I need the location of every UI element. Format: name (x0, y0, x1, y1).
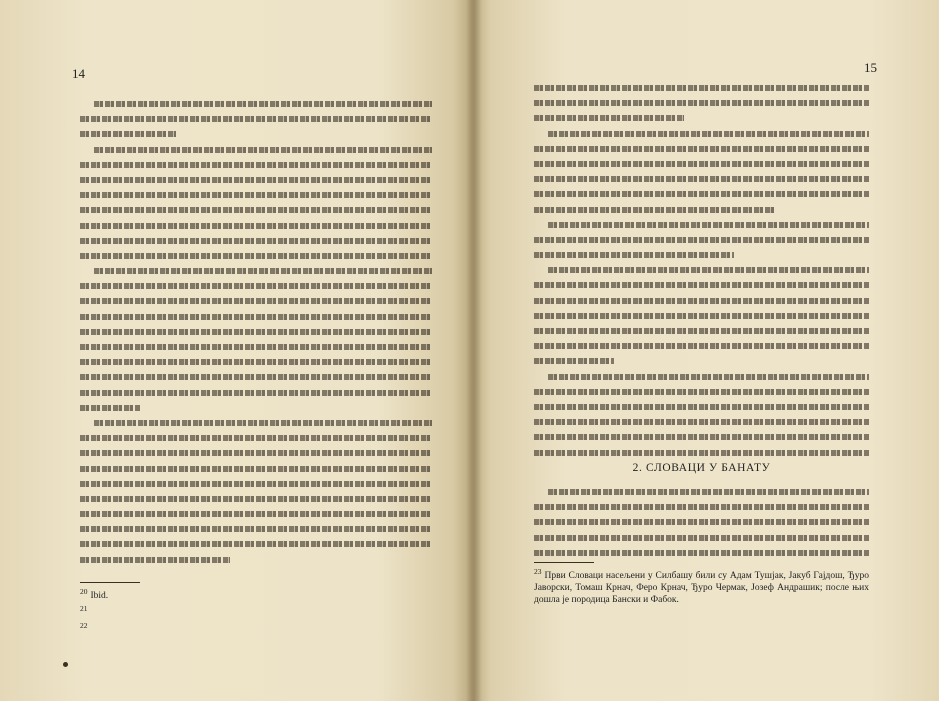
text-line (80, 96, 432, 111)
text-line (534, 429, 869, 444)
text-line (80, 157, 432, 172)
text-line (80, 309, 432, 324)
footnote: 22 (80, 621, 88, 631)
text-line (534, 514, 869, 529)
footnote: 21 (80, 604, 88, 614)
left-footnote-rule (80, 582, 140, 583)
text-line (80, 142, 432, 157)
left-page-number: 14 (72, 66, 85, 81)
text-line (534, 110, 869, 125)
text-line (80, 491, 432, 506)
text-line (534, 484, 869, 499)
text-line (534, 399, 869, 414)
text-line (534, 369, 869, 384)
text-line (534, 545, 869, 560)
right-page-body-text (534, 80, 869, 460)
text-line (534, 202, 869, 217)
right-page (472, 0, 939, 701)
text-line (534, 384, 869, 399)
text-line (534, 171, 869, 186)
text-line (80, 263, 432, 278)
text-line (534, 323, 869, 338)
text-line (80, 445, 432, 460)
right-page-number: 15 (864, 60, 877, 75)
text-line (80, 293, 432, 308)
text-line (80, 400, 432, 415)
text-line (80, 521, 432, 536)
text-line (80, 218, 432, 233)
text-line (534, 338, 869, 353)
text-line (80, 430, 432, 445)
text-line (534, 156, 869, 171)
text-line (80, 248, 432, 263)
text-line (80, 126, 432, 141)
text-line (80, 172, 432, 187)
footnote: $^{23}$ Први Словаци насељени у Силбашу били су Адам Тушјак, Јакуб Гајдош, Ђуро Јаворски, Томаш Крнач, Феро Крнач, Ђуро Чермак, Јозеф Андрашик; после њих дошла је породица Бански и Фабок. (534, 567, 869, 606)
page-mark (63, 662, 68, 667)
text-line (80, 552, 432, 567)
text-line (80, 536, 432, 551)
text-line (534, 353, 869, 368)
right-footnotes (534, 566, 869, 607)
text-line (534, 277, 869, 292)
text-line (534, 141, 869, 156)
text-line (80, 187, 432, 202)
text-line (80, 202, 432, 217)
text-line (534, 530, 869, 545)
text-line (80, 233, 432, 248)
text-line (80, 111, 432, 126)
text-line (534, 262, 869, 277)
section-heading: 2. СЛОВАЦИ У БАНАТУ (632, 462, 771, 474)
text-line (534, 217, 869, 232)
text-line (80, 385, 432, 400)
text-line (80, 324, 432, 339)
text-line (80, 278, 432, 293)
text-line (534, 232, 869, 247)
text-line (80, 339, 432, 354)
text-line (534, 95, 869, 110)
text-line (80, 369, 432, 384)
left-page-body-text (80, 96, 432, 567)
text-line (534, 247, 869, 262)
text-line (534, 293, 869, 308)
text-line (534, 186, 869, 201)
text-line (534, 80, 869, 95)
right-page-section-text (534, 484, 869, 560)
text-line (80, 461, 432, 476)
right-footnote-rule (534, 562, 594, 563)
text-line (534, 445, 869, 460)
text-line (534, 499, 869, 514)
footnote: $^{20}$ Ibid. (80, 587, 109, 602)
text-line (80, 476, 432, 491)
left-footnotes (80, 586, 432, 637)
text-line (80, 354, 432, 369)
text-line (534, 414, 869, 429)
text-line (80, 506, 432, 521)
text-line (534, 308, 869, 323)
text-line (534, 126, 869, 141)
text-line (80, 415, 432, 430)
